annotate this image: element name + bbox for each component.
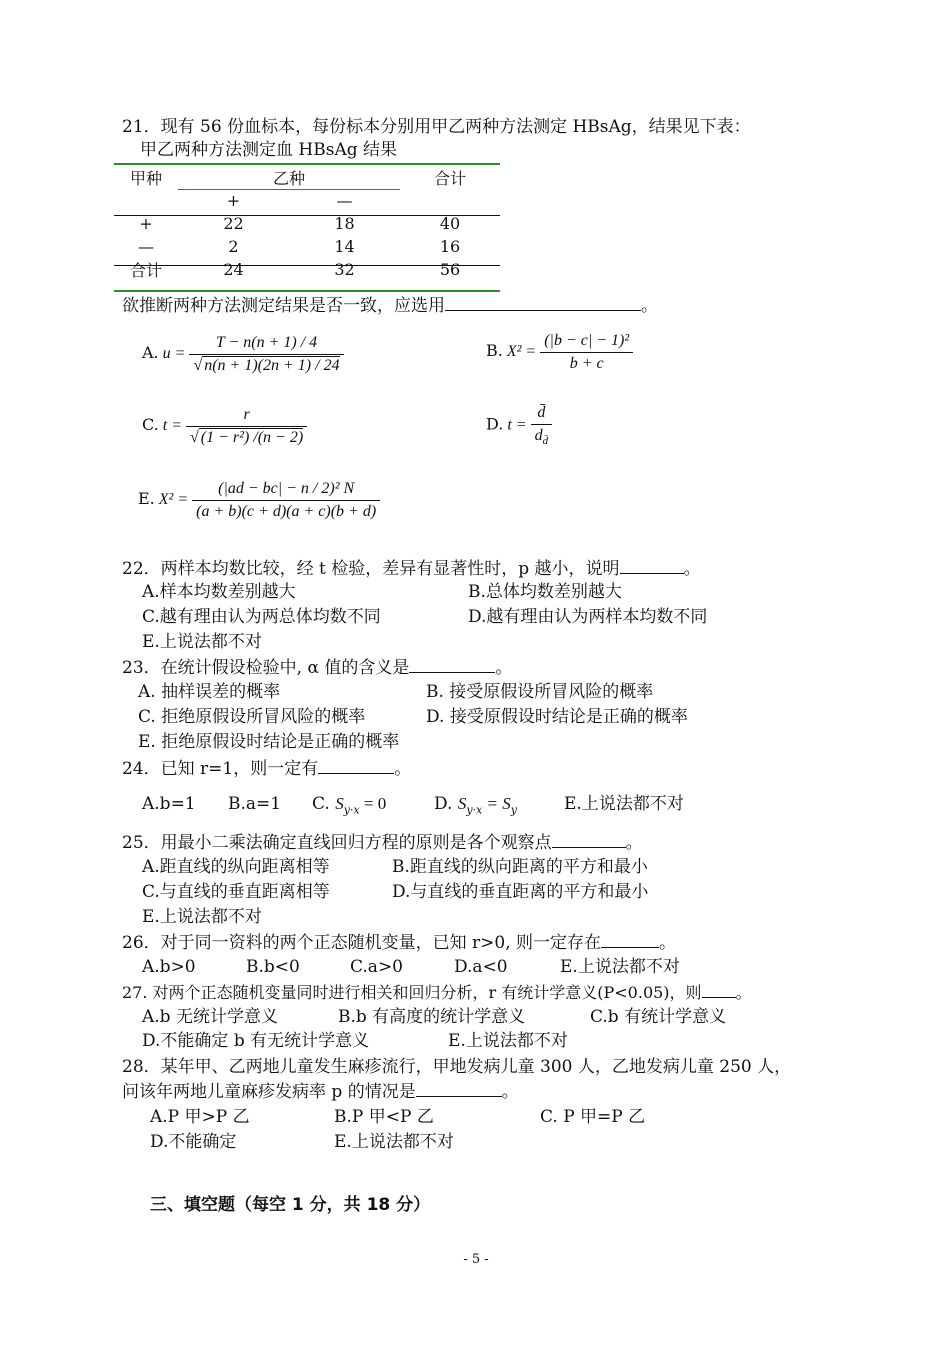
table-header-row (114, 166, 500, 189)
q26-option-d: D.a<0 (454, 957, 508, 977)
q26-option-b: B.b<0 (246, 957, 300, 977)
q27-option-a: A.b 无统计学意义 (142, 1007, 278, 1027)
page-number: - 5 - (463, 1252, 489, 1267)
q27-option-b: B.b 有高度的统计学意义 (338, 1007, 526, 1027)
q23-option-b: B. 接受原假设所冒风险的概率 (426, 682, 654, 702)
q22-option-d: D.越有理由认为两样本均数不同 (468, 607, 708, 627)
q22-option-e: E.上说法都不对 (142, 632, 262, 652)
formula-symbol: S (335, 794, 344, 813)
q23-option-e: E. 拒绝原假设时结论是正确的概率 (138, 732, 400, 752)
q24-option-b: B.a=1 (228, 794, 282, 814)
formula-numerator: (|b − c| − 1)² (540, 332, 633, 353)
q26-option-c: C.a>0 (350, 957, 404, 977)
table-cell: — (138, 237, 154, 256)
q21-option-d (486, 404, 552, 447)
q28-stem-line1: 28．某年甲、乙两地儿童发生麻疹流行，甲地发病儿童 300 人，乙地发病儿童 250 人， (122, 1057, 792, 1077)
q23-end: 。 (495, 658, 513, 678)
table-header-cell: 合计 (433, 169, 466, 188)
formula-numerator: d̄ (531, 404, 553, 425)
section-heading: 三、填空题（每空 1 分，共 18 分） (150, 1195, 431, 1215)
formula-subscript: y·x (343, 803, 360, 817)
q26-stem (122, 931, 676, 954)
formula-lhs: u = (162, 345, 186, 363)
table-bottom-rule (114, 290, 500, 292)
formula-subscript: y (510, 803, 517, 817)
q25-end: 。 (625, 833, 643, 853)
formula-radicand: (1 − r²) /(n − 2) (200, 429, 304, 446)
q27-option-c: C.b 有统计学意义 (590, 1007, 727, 1027)
answer-blank (416, 1080, 502, 1097)
formula-fraction (531, 404, 553, 447)
q21-option-e (138, 480, 380, 521)
formula-subscript: y·x (466, 803, 483, 817)
formula-lhs: X² = (158, 491, 189, 509)
q23-stem (122, 656, 512, 679)
q25-stem-text: 25．用最小二乘法确定直线回归方程的原则是各个观察点 (122, 833, 552, 853)
q23-option-d: D. 接受原假设时结论是正确的概率 (426, 707, 688, 727)
table-cell: 32 (334, 260, 355, 279)
table-cell: 18 (334, 214, 355, 233)
table-cell: 40 (439, 214, 461, 233)
q22-end: 。 (683, 559, 701, 579)
formula-numerator: r (186, 406, 307, 427)
q25-stem (122, 831, 643, 854)
q24-stem-text: 24．已知 r=1，则一定有 (122, 759, 319, 779)
q28-option-e: E.上说法都不对 (334, 1132, 454, 1152)
formula-denominator: √ (1 − r²) /(n − 2) (190, 429, 304, 446)
hbsag-table (114, 166, 500, 281)
q22-option-a: A.样本均数差别越大 (142, 582, 296, 602)
option-label: B. (486, 341, 503, 361)
formula-symbol: S (457, 794, 467, 813)
q21-stem: 21．现有 56 份血标本，每份标本分别用甲乙两种方法测定 HBsAg，结果见下表： (122, 117, 751, 137)
q23-option-c: C. 拒绝原假设所冒风险的概率 (138, 707, 366, 727)
table-cell: 56 (439, 260, 461, 279)
q28-option-d: D.不能确定 (150, 1132, 237, 1152)
q21-option-b (486, 332, 633, 373)
q22-option-c: C.越有理由认为两总体均数不同 (142, 607, 381, 627)
q21-question-text: 欲推断两种方法测定结果是否一致，应选用 (122, 296, 445, 316)
formula-fraction (540, 332, 633, 373)
q28-stem-text: 问该年两地儿童麻疹发病率 p 的情况是 (122, 1082, 416, 1102)
q24-option-a: A.b=1 (142, 794, 196, 814)
answer-blank (601, 931, 659, 948)
q28-option-c: C. P 甲=P 乙 (540, 1107, 646, 1127)
answer-blank (552, 831, 626, 848)
q22-stem-text: 22．两样本均数比较，经 t 检验，差异有显著性时，p 越小，说明 (122, 559, 620, 579)
q26-end: 。 (659, 933, 677, 953)
option-label: E. (138, 489, 155, 509)
formula-fraction (189, 334, 343, 375)
formula-denominator: (a + b)(c + d)(a + c)(b + d) (196, 503, 377, 520)
q27-stem-text: 27. 对两个正态随机变量同时进行相关和回归分析，r 有统计学意义(P<0.05)，则 (122, 983, 702, 1002)
table-header-cell: 乙种 (272, 169, 305, 188)
q21-option-c (142, 406, 307, 447)
q27-end: 。 (735, 983, 752, 1002)
q25-option-b: B.距直线的纵向距离的平方和最小 (392, 857, 648, 877)
table-cell: 合计 (129, 261, 162, 280)
q24-option-d (434, 793, 517, 821)
option-label: A. (142, 343, 159, 363)
formula-rest: = 0 (359, 794, 387, 813)
q26-option-e: E.上说法都不对 (560, 957, 680, 977)
formula-numerator: T − n(n + 1) / 4 (189, 334, 343, 355)
formula-denominator: √ n(n + 1)(2n + 1) / 24 (193, 357, 340, 374)
q28-option-b: B.P 甲<P 乙 (334, 1107, 434, 1127)
q27-stem (122, 981, 752, 1004)
formula-lhs: t = (507, 416, 527, 434)
q28-end: 。 (501, 1082, 519, 1102)
formula-fraction (186, 406, 307, 447)
q21-question (122, 294, 658, 317)
q25-option-e: E.上说法都不对 (142, 907, 262, 927)
table-subheader-cell: + (226, 191, 241, 210)
formula-denominator: b + c (569, 355, 604, 372)
table-top-rule (114, 163, 500, 165)
answer-blank (702, 981, 736, 998)
table-subheader-row (114, 189, 500, 212)
formula-fraction (192, 480, 380, 521)
q25-option-c: C.与直线的垂直距离相等 (142, 882, 330, 902)
formula-numerator: (|ad − bc| − n / 2)² N (192, 480, 380, 501)
q24-stem (122, 757, 411, 780)
option-label: D. (434, 794, 453, 814)
q27-option-e: E.上说法都不对 (448, 1031, 568, 1051)
option-label: C. (142, 415, 159, 435)
option-label: D. (486, 414, 504, 434)
table-cell: 14 (334, 237, 355, 256)
q23-stem-text: 23．在统计假设检验中, α 值的含义是 (122, 658, 410, 678)
formula-denominator (531, 425, 553, 447)
q26-option-a: A.b>0 (142, 957, 196, 977)
q25-option-d: D.与直线的垂直距离的平方和最小 (392, 882, 649, 902)
answer-blank (409, 656, 495, 673)
q28-stem-line2 (122, 1080, 519, 1103)
option-label: C. (312, 794, 330, 814)
table-cell: 16 (439, 237, 461, 256)
formula-den-main: d (534, 427, 543, 444)
q25-option-a: A.距直线的纵向距离相等 (142, 857, 330, 877)
q23-option-a: A. 抽样误差的概率 (138, 682, 281, 702)
table-row (114, 235, 500, 258)
formula-lhs: t = (162, 417, 183, 435)
q22-stem (122, 557, 701, 580)
table-cell: 2 (228, 237, 239, 256)
formula-den-sub: d̄ (542, 435, 549, 448)
answer-blank (620, 557, 684, 574)
q22-option-b: B.总体均数差别越大 (468, 582, 622, 602)
formula-radicand: n(n + 1)(2n + 1) / 24 (204, 357, 340, 374)
q27-option-d: D.不能确定 b 有无统计学意义 (142, 1031, 370, 1051)
q21-option-a (142, 334, 344, 375)
q24-option-e: E.上说法都不对 (564, 794, 684, 814)
table-cell: 24 (223, 260, 244, 279)
q21-end: 。 (641, 296, 658, 316)
q24-end: 。 (394, 759, 412, 779)
table-subheader-cell: — (336, 191, 353, 210)
answer-blank (445, 294, 641, 311)
table-cell: 22 (223, 214, 244, 233)
formula-lhs: X² = (506, 343, 537, 361)
table-row (114, 212, 500, 235)
table-row (114, 258, 500, 281)
q26-stem-text: 26．对于同一资料的两个正态随机变量，已知 r>0, 则一定存在 (122, 933, 602, 953)
table-cell: + (139, 214, 153, 233)
table-header-cell: 甲种 (129, 169, 162, 188)
q28-option-a: A.P 甲>P 乙 (150, 1107, 250, 1127)
formula-rest: = S (482, 794, 511, 813)
answer-blank (318, 757, 394, 774)
q24-option-c (312, 793, 386, 821)
q21-table-title: 甲乙两种方法测定血 HBsAg 结果 (140, 140, 398, 160)
